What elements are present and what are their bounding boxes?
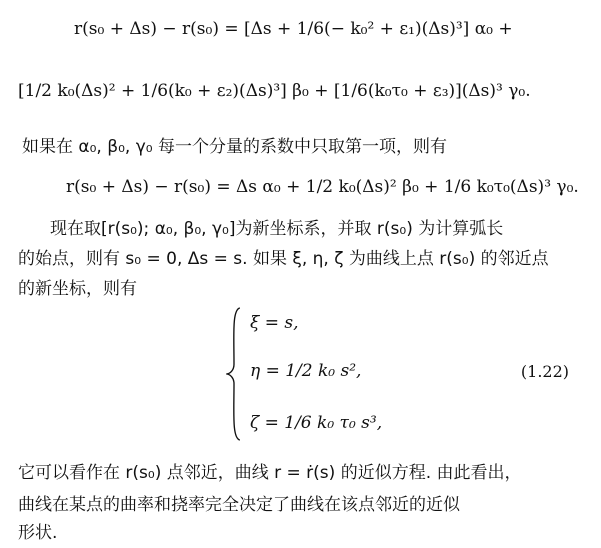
paragraph-3-line-1-text: 它可以看作在 r(s₀) 点邻近，曲线 r = ṙ(s) 的近似方程. 由此看出， bbox=[18, 463, 522, 483]
equation-1-line-2 bbox=[18, 80, 588, 102]
paragraph-3-line-3-text: 形状. bbox=[18, 523, 58, 543]
system-eta-text: η = 1/2 k₀ s², bbox=[250, 361, 362, 381]
equation-1-line-2-text: [1/2 k₀(Δs)² + 1/6(k₀ + ε₂)(Δs)³] β₀ + [1/6(k₀τ₀ + ε₃)](Δs)³ γ₀. bbox=[18, 81, 531, 101]
paragraph-3-line-1 bbox=[18, 462, 601, 484]
system-xi bbox=[250, 312, 450, 334]
equation-2-text: r(s₀ + Δs) − r(s₀) = Δs α₀ + 1/2 k₀(Δs)² β₀ + 1/6 k₀τ₀(Δs)³ γ₀. bbox=[66, 177, 579, 197]
equation-1-line-1-text: r(s₀ + Δs) − r(s₀) = [Δs + 1/6(− k₀² + ε₁)(Δs)³] α₀ + bbox=[74, 19, 513, 39]
system-eta bbox=[250, 360, 450, 382]
paragraph-1-text: 如果在 α₀, β₀, γ₀ 每一个分量的系数中只取第一项，则有 bbox=[22, 137, 447, 157]
paragraph-2-line-2-text: 的始点，则有 s₀ = 0, Δs = s. 如果 ξ, η, ζ 为曲线上点 r(s₀) 的邻近点 bbox=[18, 249, 549, 269]
system-zeta-text: ζ = 1/6 k₀ τ₀ s³, bbox=[250, 413, 383, 433]
equation-1-line-1 bbox=[74, 18, 594, 40]
equation-2 bbox=[66, 176, 586, 198]
paragraph-1 bbox=[22, 136, 601, 158]
paragraph-3-line-3 bbox=[18, 522, 601, 544]
equation-number bbox=[521, 362, 569, 381]
paragraph-2-line-1-text: 现在取[r(s₀); α₀, β₀, γ₀]为新坐标系，并取 r(s₀) 为计算弧长 bbox=[50, 219, 504, 239]
paragraph-3-line-2 bbox=[18, 494, 601, 516]
paragraph-2-line-3-text: 的新坐标，则有 bbox=[18, 279, 137, 299]
paragraph-3-line-2-text: 曲线在某点的曲率和挠率完全决定了曲线在该点邻近的近似 bbox=[18, 495, 460, 515]
paragraph-2-line-1 bbox=[50, 218, 601, 240]
left-brace-icon bbox=[224, 306, 244, 442]
paragraph-2-line-3 bbox=[18, 278, 601, 300]
system-xi-text: ξ = s, bbox=[250, 313, 299, 333]
equation-number-text: (1.22) bbox=[520, 362, 569, 381]
paragraph-2-line-2 bbox=[18, 248, 601, 270]
system-zeta bbox=[250, 412, 450, 434]
